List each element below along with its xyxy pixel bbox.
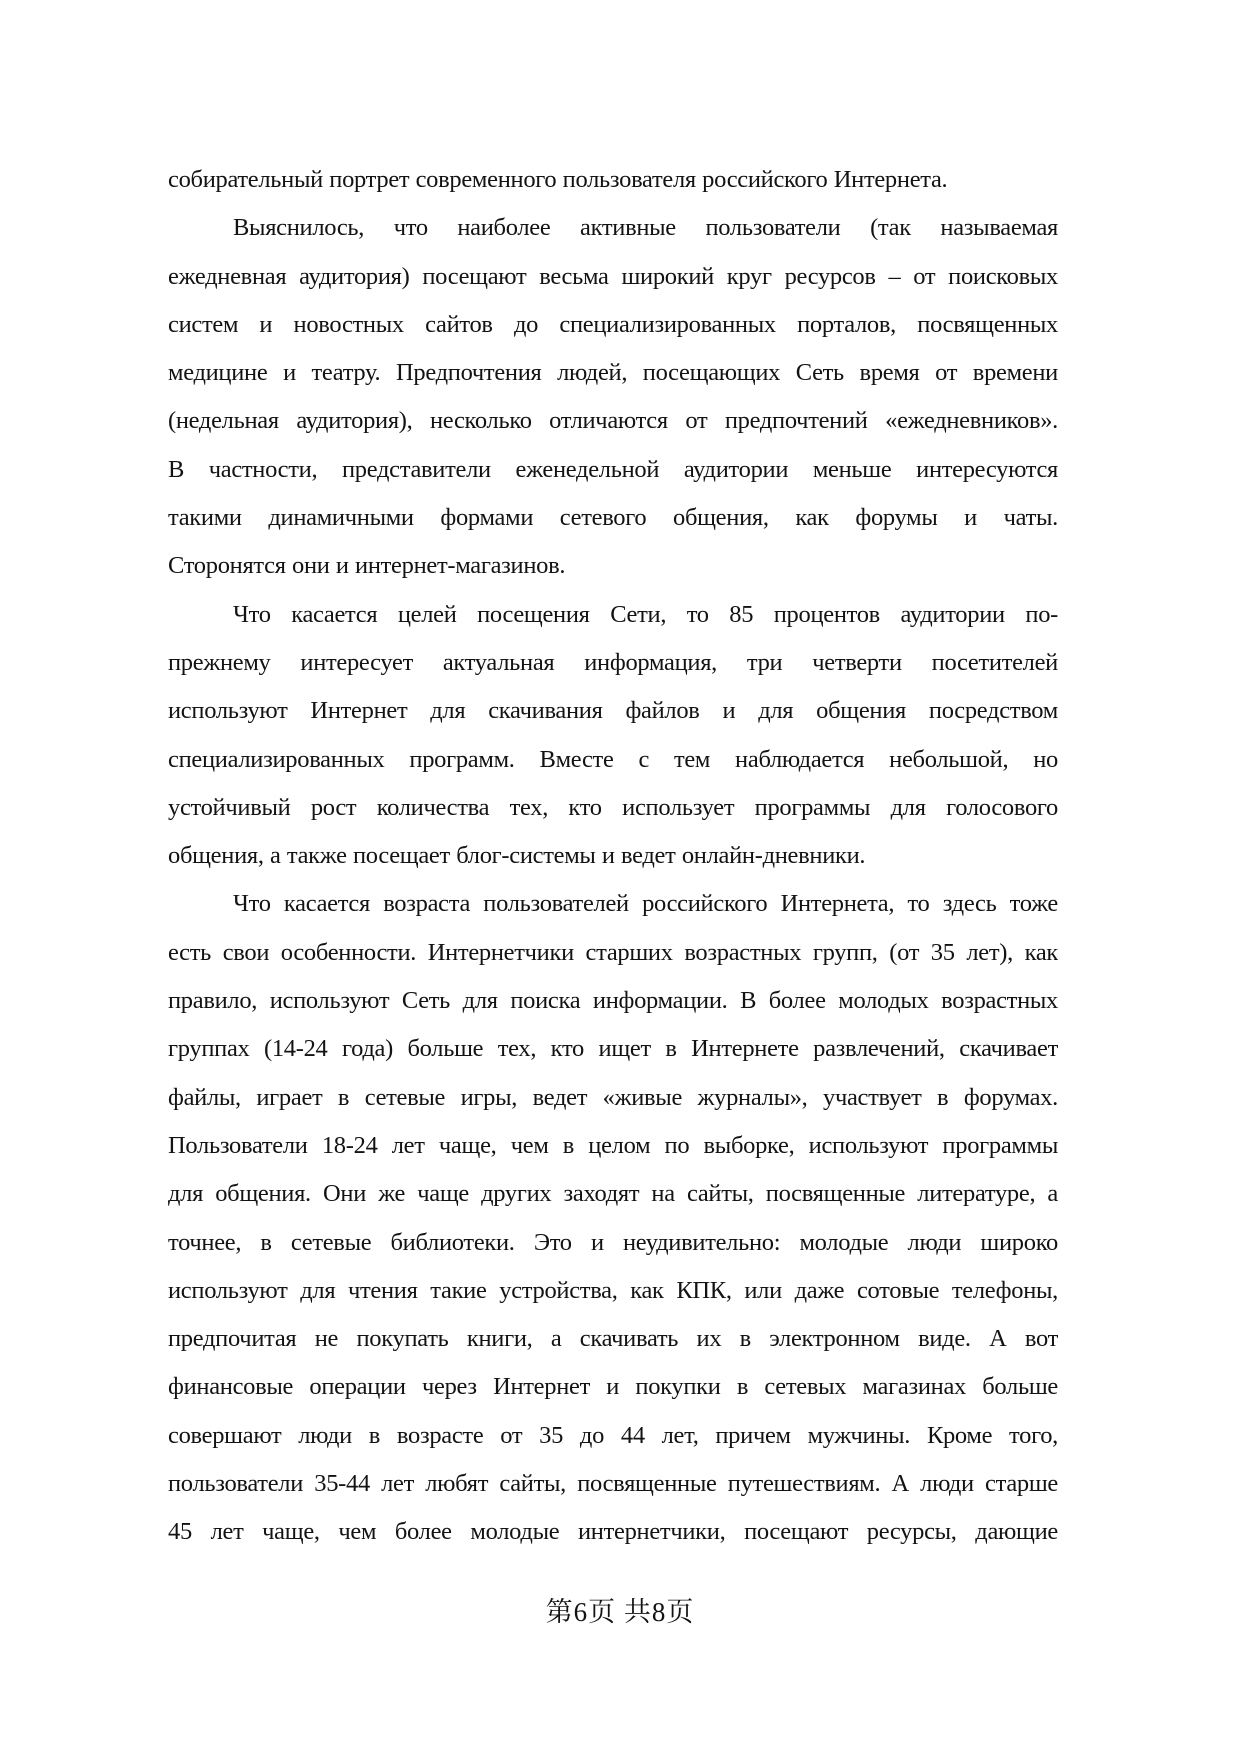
text-line: Сторонятся они и интернет-магазинов.	[168, 552, 566, 580]
text-line: систем и новостных сайтов до специализированных порталов, посвященных	[168, 310, 1058, 338]
text-line: Выяснилось, что наиболее активные пользователи (так называемая	[233, 214, 1058, 242]
text-line: точнее, в сетевые библиотеки. Это и неудивительно: молодые люди широко	[168, 1228, 1058, 1256]
page-number-footer: 第6页 共8页	[545, 1597, 695, 1627]
document-text	[168, 156, 1058, 1557]
text-line: Что касается целей посещения Сети, то 85 процентов аудитории по-	[233, 600, 1058, 628]
text-line: 45 лет чаще, чем более молодые интернетчики, посещают ресурсы, дающие	[168, 1518, 1058, 1546]
text-line: медицине и театру. Предпочтения людей, посещающих Сеть время от времени	[168, 359, 1058, 387]
text-line: правило, используют Сеть для поиска информации. В более молодых возрастных	[168, 987, 1058, 1015]
text-line: прежнему интересует актуальная информация, три четверти посетителей	[168, 648, 1058, 676]
text-line: Пользователи 18-24 лет чаще, чем в целом по выборке, используют программы	[168, 1131, 1058, 1159]
text-line: для общения. Они же чаще других заходят на сайты, посвященные литературе, а	[168, 1180, 1058, 1208]
text-line: совершают люди в возрасте от 35 до 44 лет, причем мужчины. Кроме того,	[168, 1421, 1058, 1449]
text-line: устойчивый рост количества тех, кто использует программы для голосового	[168, 793, 1058, 821]
text-line: (недельная аудитория), несколько отличаются от предпочтений «ежедневников».	[168, 407, 1058, 435]
text-line: ежедневная аудитория) посещают весьма широкий круг ресурсов – от поисковых	[168, 262, 1058, 290]
text-line: финансовые операции через Интернет и покупки в сетевых магазинах больше	[168, 1373, 1058, 1401]
text-line: используют для чтения такие устройства, как КПК, или даже сотовые телефоны,	[168, 1276, 1058, 1304]
text-line: группах (14-24 года) больше тех, кто ищет в Интернете развлечений, скачивает	[168, 1035, 1058, 1063]
text-line: есть свои особенности. Интернетчики старших возрастных групп, (от 35 лет), как	[168, 938, 1058, 966]
text-line: специализированных программ. Вместе с тем наблюдается небольшой, но	[168, 745, 1058, 773]
text-line: предпочитая не покупать книги, а скачивать их в электронном виде. А вот	[168, 1325, 1058, 1353]
text-line: пользователи 35-44 лет любят сайты, посвященные путешествиям. А люди старше	[168, 1470, 1058, 1498]
text-line: такими динамичными формами сетевого общения, как форумы и чаты.	[168, 504, 1058, 532]
text-line: Что касается возраста пользователей российского Интернета, то здесь тоже	[233, 890, 1058, 918]
text-line: собирательный портрет современного пользователя российского Интернета.	[168, 166, 948, 193]
text-line: файлы, играет в сетевые игры, ведет «живые журналы», участвует в форумах.	[168, 1083, 1058, 1111]
text-line: В частности, представители еженедельной аудитории меньше интересуются	[168, 455, 1058, 483]
text-line: общения, а также посещает блог-системы и ведет онлайн-дневники.	[168, 842, 866, 870]
text-line: используют Интернет для скачивания файлов и для общения посредством	[168, 697, 1058, 725]
